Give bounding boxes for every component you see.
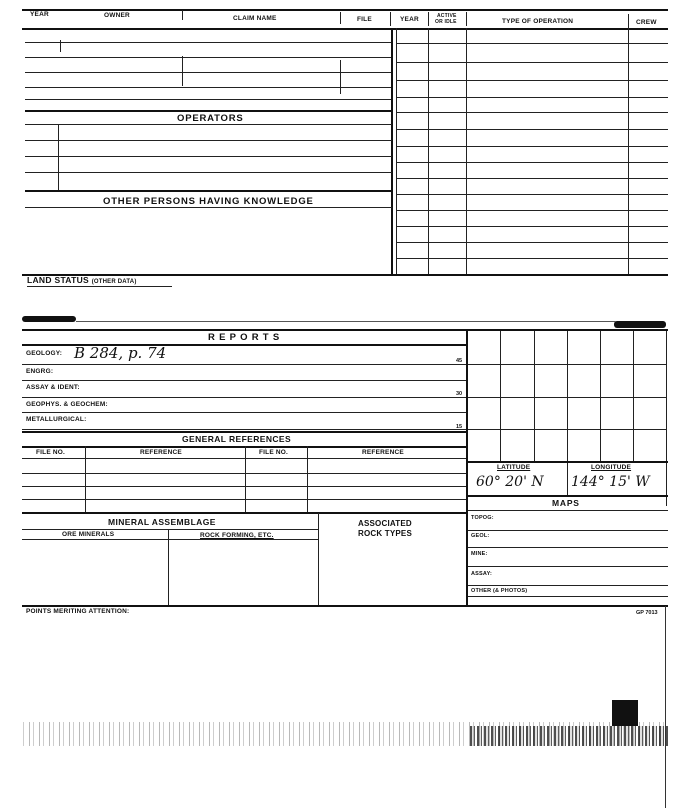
ore-minerals-label: ORE MINERALS — [62, 531, 115, 538]
header-owner: OWNER — [104, 12, 130, 19]
associated-heading: ASSOCIATED — [358, 519, 412, 528]
scan-mark-left — [22, 316, 76, 322]
scan-block — [612, 700, 638, 726]
operators-heading: OPERATORS — [177, 113, 244, 124]
header-or-idle: OR IDLE — [435, 19, 457, 25]
geology-value: B 284, p. 74 — [74, 344, 167, 362]
latitude-value: 60° 20' N — [476, 474, 544, 490]
header-active: ACTIVE — [437, 13, 457, 19]
mineral-assemblage-heading: MINERAL ASSEMBLAGE — [108, 517, 216, 527]
header-year-2: YEAR — [400, 16, 419, 23]
ref-file-no-1: FILE NO. — [36, 449, 66, 456]
header-file: FILE — [357, 16, 372, 23]
scale-45: 45 — [456, 358, 463, 364]
scale-30: 30 — [456, 391, 463, 397]
latitude-label: LATITUDE — [497, 464, 531, 471]
maps-topog: TOPOG: — [471, 515, 494, 521]
other-persons-heading: OTHER PERSONS HAVING KNOWLEDGE — [103, 196, 314, 207]
header-year: YEAR — [30, 11, 49, 18]
ref-reference-1: REFERENCE — [140, 449, 182, 456]
scan-mark-right — [614, 321, 666, 328]
maps-heading: MAPS — [552, 498, 580, 508]
header-claim-name: CLAIM NAME — [233, 15, 277, 22]
ref-file-no-2: FILE NO. — [259, 449, 289, 456]
metallurgical-label: METALLURGICAL: — [26, 416, 87, 423]
scan-noise-dark — [470, 726, 668, 746]
longitude-label: LONGITUDE — [591, 464, 632, 471]
geophys-label: GEOPHYS. & GEOCHEM: — [26, 401, 108, 408]
scale-15: 15 — [456, 424, 463, 430]
rock-forming-label: ROCK FORMING, ETC. — [200, 532, 274, 539]
form-number: GP 7013 — [636, 610, 658, 616]
header-type-of-operation: TYPE OF OPERATION — [502, 18, 574, 25]
general-references-heading: GENERAL REFERENCES — [182, 434, 292, 444]
longitude-value: 144° 15' W — [571, 474, 650, 490]
assay-label: ASSAY & IDENT: — [26, 384, 80, 391]
engrg-label: ENGRG: — [26, 368, 54, 375]
reports-heading: R E P O R T S — [208, 332, 280, 343]
header-crew: CREW — [636, 19, 657, 26]
land-status-heading: LAND STATUS (OTHER DATA) — [27, 275, 137, 285]
maps-mine: MINE: — [471, 551, 488, 557]
geology-label: GEOLOGY: — [26, 350, 63, 357]
maps-geol: GEOL: — [471, 533, 490, 539]
maps-other: OTHER (& PHOTOS) — [471, 588, 528, 594]
points-meriting-heading: POINTS MERITING ATTENTION: — [26, 608, 130, 615]
ref-reference-2: REFERENCE — [362, 449, 404, 456]
rock-types-heading: ROCK TYPES — [358, 529, 413, 538]
maps-assay: ASSAY: — [471, 571, 493, 577]
